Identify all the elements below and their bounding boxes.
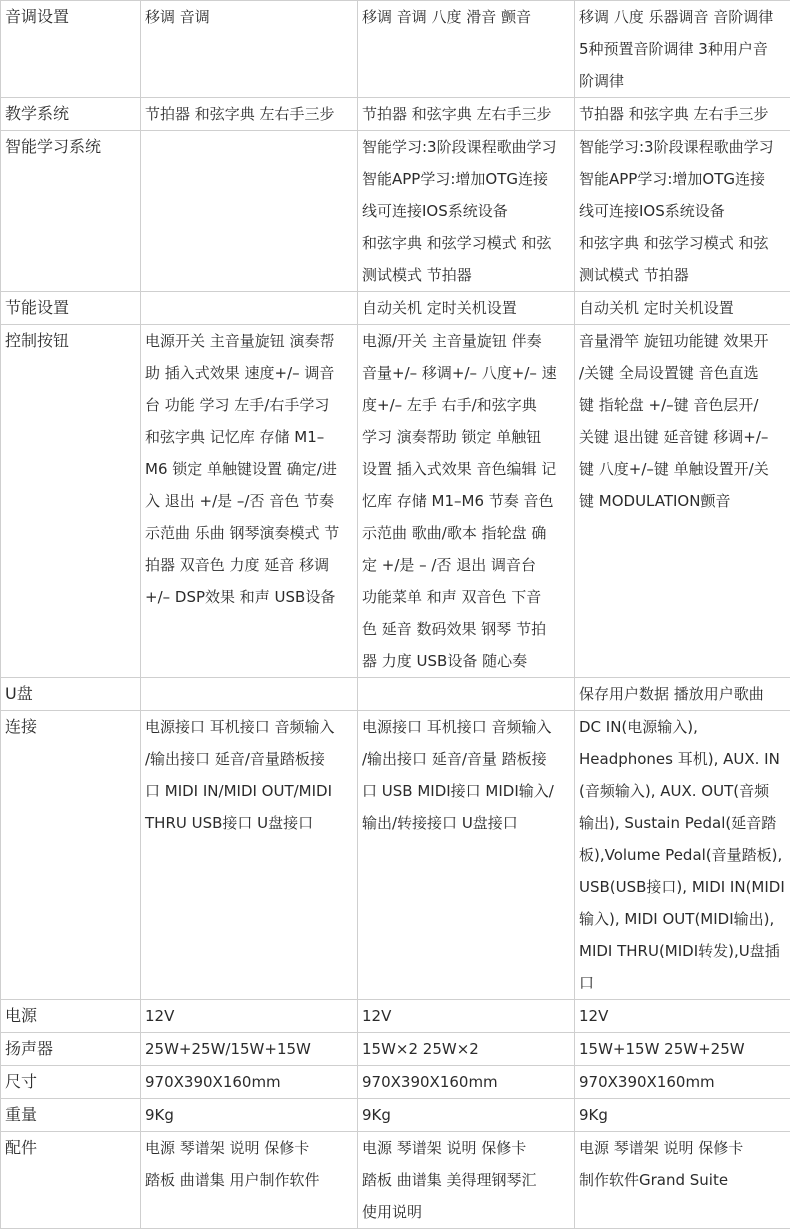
cell-model-1: 12V: [141, 1000, 358, 1033]
cell-model-1: 970X390X160mm: [141, 1066, 358, 1099]
row-label: U盘: [1, 678, 141, 711]
row-weight: [1, 1099, 790, 1132]
cell-model-3: 970X390X160mm: [575, 1066, 790, 1099]
row-usb-drive: [1, 678, 790, 711]
cell-model-1: 电源 琴谱架 说明 保修卡 踏板 曲谱集 用户制作软件: [141, 1132, 358, 1229]
cell-model-3: 移调 八度 乐器调音 音阶调律 5种预置音阶调律 3种用户音 阶调律: [575, 1, 790, 98]
cell-model-1: 25W+25W/15W+15W: [141, 1033, 358, 1066]
row-control-buttons: [1, 325, 790, 678]
cell-model-2: 9Kg: [358, 1099, 575, 1132]
row-label: 智能学习系统: [1, 131, 141, 292]
row-connections: [1, 711, 790, 1000]
cell-model-3: DC IN(电源输入), Headphones 耳机), AUX. IN (音频输入), AUX. OUT(音频 输出), Sustain Pedal(延音踏 板),Volume Pedal(音量踏板), USB(USB接口), MIDI IN(MIDI 输入), MIDI OUT(MIDI输出), MIDI THRU(MIDI转发),U盘插口: [575, 711, 790, 1000]
cell-model-3: 15W+15W 25W+25W: [575, 1033, 790, 1066]
cell-model-1: 移调 音调: [141, 1, 358, 98]
row-pitch-settings: [1, 1, 790, 98]
row-label: 扬声器: [1, 1033, 141, 1066]
cell-model-3: 电源 琴谱架 说明 保修卡 制作软件Grand Suite: [575, 1132, 790, 1229]
cell-model-2: 节拍器 和弦字典 左右手三步: [358, 98, 575, 131]
cell-model-2: 电源/开关 主音量旋钮 伴奏 音量+/– 移调+/– 八度+/– 速 度+/– 左手 右手/和弦字典 学习 演奏帮助 锁定 单触钮 设置 插入式效果 音色编辑 记 忆库 存储 M1–M6 节奏 音色 示范曲 歌曲/歌本 指轮盘 确 定 +/是 – /否 退出 调音台 功能菜单 和声 双音色 下音 色 延音 数码效果 钢琴 节拍 器 力度 USB设备 随心奏: [358, 325, 575, 678]
cell-model-2: 移调 音调 八度 滑音 颤音: [358, 1, 575, 98]
row-teaching-system: [1, 98, 790, 131]
cell-model-2: 智能学习:3阶段课程歌曲学习 智能APP学习:增加OTG连接 线可连接IOS系统设备 和弦字典 和弦学习模式 和弦 测试模式 节拍器: [358, 131, 575, 292]
cell-model-2: [358, 678, 575, 711]
row-accessories: [1, 1132, 790, 1229]
cell-model-2: 电源 琴谱架 说明 保修卡 踏板 曲谱集 美得理钢琴汇 使用说明: [358, 1132, 575, 1229]
cell-model-3: 节拍器 和弦字典 左右手三步: [575, 98, 790, 131]
row-label: 电源: [1, 1000, 141, 1033]
row-label: 音调设置: [1, 1, 141, 98]
cell-model-2: 15W×2 25W×2: [358, 1033, 575, 1066]
row-speakers: [1, 1033, 790, 1066]
row-power-supply: [1, 1000, 790, 1033]
row-label: 连接: [1, 711, 141, 1000]
row-dimensions: [1, 1066, 790, 1099]
cell-model-1: [141, 678, 358, 711]
cell-model-3: 音量滑竿 旋钮功能键 效果开 /关键 全局设置键 音色直选 键 指轮盘 +/–键 音色层开/ 关键 退出键 延音键 移调+/– 键 八度+/–键 单触设置开/关 键 MODULATION颤音: [575, 325, 790, 678]
cell-model-1: [141, 292, 358, 325]
cell-model-3: 智能学习:3阶段课程歌曲学习 智能APP学习:增加OTG连接 线可连接IOS系统设备 和弦字典 和弦学习模式 和弦 测试模式 节拍器: [575, 131, 790, 292]
row-label: 重量: [1, 1099, 141, 1132]
cell-model-3: 12V: [575, 1000, 790, 1033]
cell-model-1: [141, 131, 358, 292]
cell-model-3: 9Kg: [575, 1099, 790, 1132]
row-label: 教学系统: [1, 98, 141, 131]
cell-model-2: 自动关机 定时关机设置: [358, 292, 575, 325]
row-smart-learning: [1, 131, 790, 292]
row-label: 控制按钮: [1, 325, 141, 678]
cell-model-1: 节拍器 和弦字典 左右手三步: [141, 98, 358, 131]
cell-model-2: 电源接口 耳机接口 音频输入 /输出接口 延音/音量 踏板接 口 USB MIDI接口 MIDI输入/ 输出/转接接口 U盘接口: [358, 711, 575, 1000]
cell-model-2: 12V: [358, 1000, 575, 1033]
row-label: 尺寸: [1, 1066, 141, 1099]
cell-model-3: 保存用户数据 播放用户歌曲: [575, 678, 790, 711]
cell-model-2: 970X390X160mm: [358, 1066, 575, 1099]
cell-model-1: 电源开关 主音量旋钮 演奏帮 助 插入式效果 速度+/– 调音 台 功能 学习 左手/右手学习 和弦字典 记忆库 存储 M1– M6 锁定 单触键设置 确定/进 入 退出 +/是 –/否 音色 节奏 示范曲 乐曲 钢琴演奏模式 节 拍器 双音色 力度 延音 移调 +/– DSP效果 和声 USB设备: [141, 325, 358, 678]
row-label: 配件: [1, 1132, 141, 1229]
cell-model-1: 9Kg: [141, 1099, 358, 1132]
cell-model-1: 电源接口 耳机接口 音频输入 /输出接口 延音/音量踏板接 口 MIDI IN/MIDI OUT/MIDI THRU USB接口 U盘接口: [141, 711, 358, 1000]
cell-model-3: 自动关机 定时关机设置: [575, 292, 790, 325]
row-label: 节能设置: [1, 292, 141, 325]
row-power-saving: [1, 292, 790, 325]
